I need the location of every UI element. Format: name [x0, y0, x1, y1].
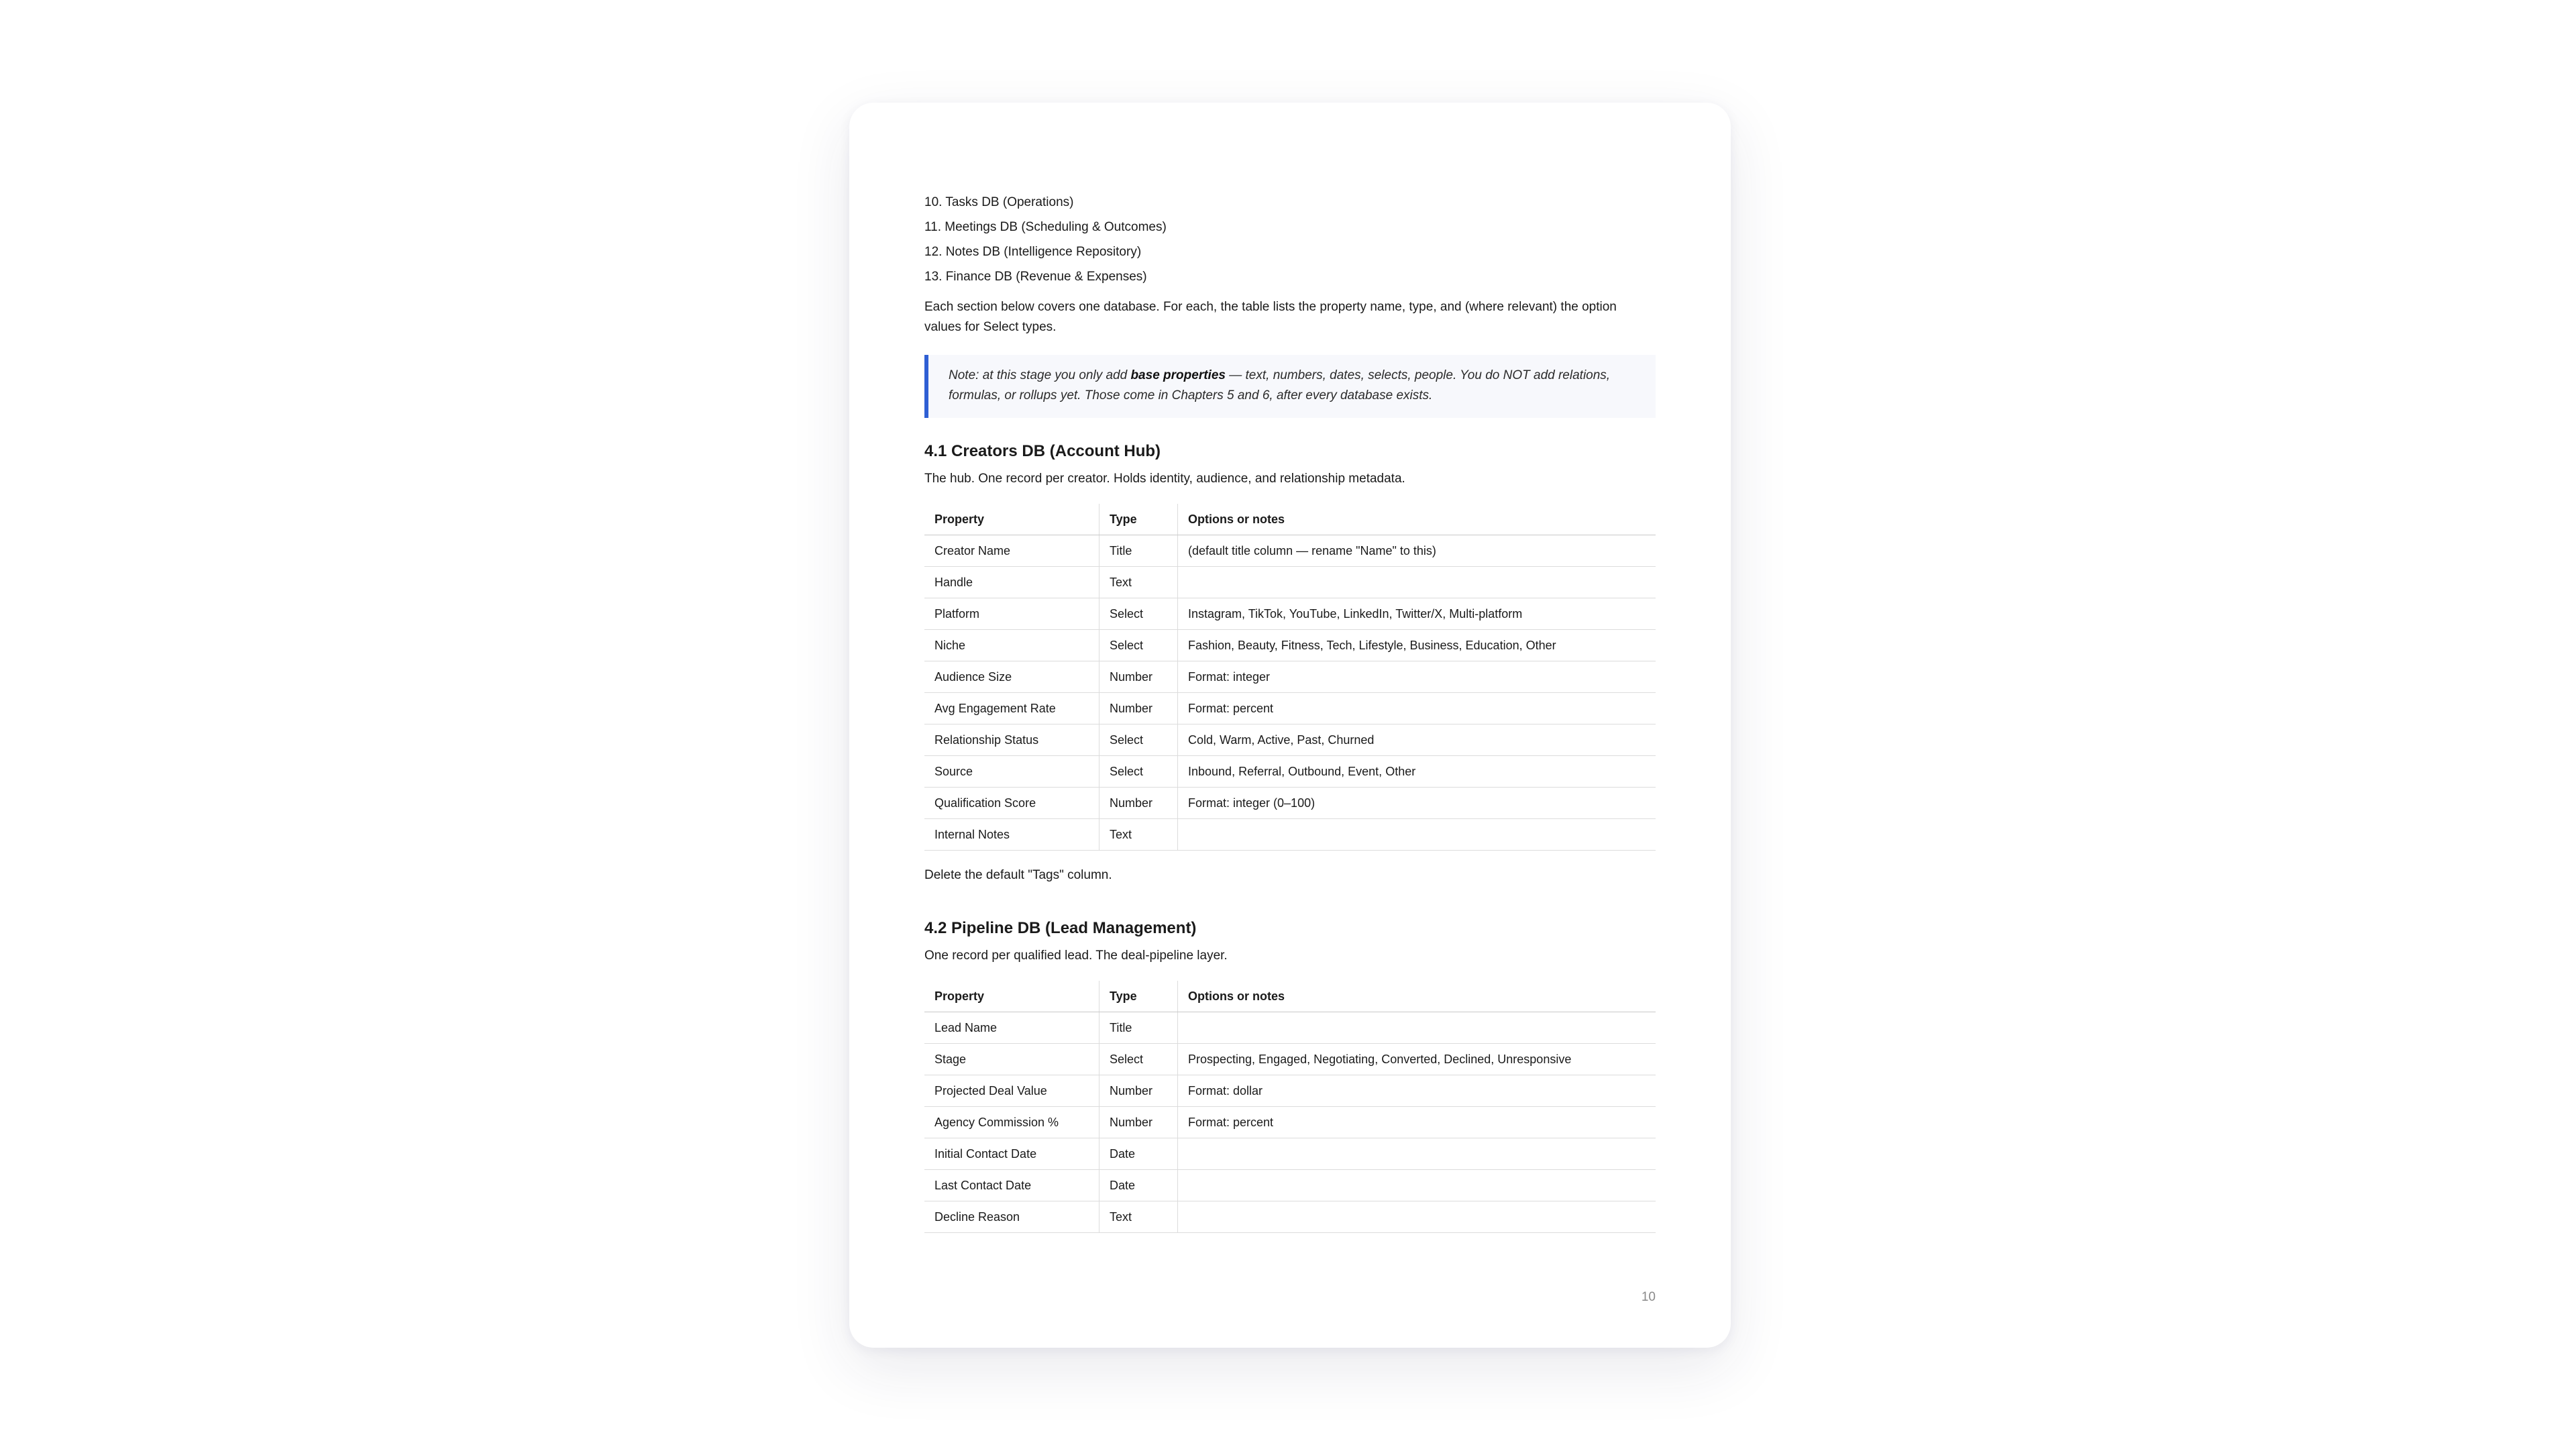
property-cell: Internal Notes	[924, 819, 1099, 851]
property-cell: Relationship Status	[924, 724, 1099, 756]
options-cell	[1178, 1012, 1656, 1044]
column-header-property: Property	[924, 981, 1099, 1012]
table-row	[924, 1138, 1656, 1170]
type-cell: Number	[1099, 661, 1178, 693]
property-cell: Audience Size	[924, 661, 1099, 693]
options-cell	[1178, 819, 1656, 851]
options-cell: Instagram, TikTok, YouTube, LinkedIn, Twitter/X, Multi-platform	[1178, 598, 1656, 630]
property-cell: Platform	[924, 598, 1099, 630]
property-cell: Last Contact Date	[924, 1170, 1099, 1201]
table-row	[924, 630, 1656, 661]
column-header-options: Options or notes	[1178, 981, 1656, 1012]
property-cell: Initial Contact Date	[924, 1138, 1099, 1170]
table-header-row	[924, 981, 1656, 1012]
page-content	[924, 190, 1656, 1233]
property-cell: Agency Commission %	[924, 1107, 1099, 1138]
table-row	[924, 1044, 1656, 1075]
options-cell: Format: percent	[1178, 693, 1656, 724]
creators-properties-table	[924, 504, 1656, 851]
column-header-type: Type	[1099, 504, 1178, 535]
table-row	[924, 724, 1656, 756]
type-cell: Text	[1099, 1201, 1178, 1233]
type-cell: Date	[1099, 1138, 1178, 1170]
note-callout	[924, 355, 1656, 418]
type-cell: Number	[1099, 788, 1178, 819]
table-row	[924, 756, 1656, 788]
list-item: 11. Meetings DB (Scheduling & Outcomes)	[924, 220, 1167, 234]
table-row	[924, 598, 1656, 630]
property-cell: Qualification Score	[924, 788, 1099, 819]
options-cell	[1178, 567, 1656, 598]
type-cell: Title	[1099, 535, 1178, 567]
table-row	[924, 1107, 1656, 1138]
property-cell: Creator Name	[924, 535, 1099, 567]
column-header-options: Options or notes	[1178, 504, 1656, 535]
type-cell: Date	[1099, 1170, 1178, 1201]
intro-paragraph: Each section below covers one database. For each, the table lists the property name, type, and (where relevant) the option values for Select types.	[924, 300, 1617, 334]
property-cell: Niche	[924, 630, 1099, 661]
pipeline-properties-table	[924, 981, 1656, 1233]
table-row	[924, 1012, 1656, 1044]
column-header-type: Type	[1099, 981, 1178, 1012]
property-cell: Lead Name	[924, 1012, 1099, 1044]
property-cell: Source	[924, 756, 1099, 788]
options-cell: Format: dollar	[1178, 1075, 1656, 1107]
type-cell: Number	[1099, 1107, 1178, 1138]
section-description-creators: The hub. One record per creator. Holds identity, audience, and relationship metadata.	[924, 472, 1405, 486]
options-cell	[1178, 1201, 1656, 1233]
options-cell: Fashion, Beauty, Fitness, Tech, Lifestyle, Business, Education, Other	[1178, 630, 1656, 661]
type-cell: Select	[1099, 598, 1178, 630]
type-cell: Select	[1099, 724, 1178, 756]
list-item: 12. Notes DB (Intelligence Repository)	[924, 245, 1142, 259]
table-row	[924, 819, 1656, 851]
options-cell: Inbound, Referral, Outbound, Event, Other	[1178, 756, 1656, 788]
document-page	[849, 103, 1731, 1348]
table-row	[924, 788, 1656, 819]
property-cell: Stage	[924, 1044, 1099, 1075]
list-item: 10. Tasks DB (Operations)	[924, 195, 1074, 209]
callout-bold-text: base properties	[1130, 368, 1226, 382]
type-cell: Select	[1099, 1044, 1178, 1075]
type-cell: Text	[1099, 567, 1178, 598]
property-cell: Projected Deal Value	[924, 1075, 1099, 1107]
section-heading-creators: 4.1 Creators DB (Account Hub)	[924, 442, 1161, 460]
type-cell: Number	[1099, 1075, 1178, 1107]
table-row	[924, 535, 1656, 567]
type-cell: Text	[1099, 819, 1178, 851]
options-cell	[1178, 1170, 1656, 1201]
options-cell: Format: percent	[1178, 1107, 1656, 1138]
callout-text-start: Note: at this stage you only add	[949, 368, 1131, 382]
database-list	[924, 190, 1656, 289]
property-cell: Decline Reason	[924, 1201, 1099, 1233]
table-row	[924, 1075, 1656, 1107]
page-number: 10	[1641, 1290, 1656, 1304]
table-row	[924, 1201, 1656, 1233]
column-header-property: Property	[924, 504, 1099, 535]
section-heading-pipeline: 4.2 Pipeline DB (Lead Management)	[924, 919, 1197, 937]
callout-text-end: — text, numbers, dates, selects, people. You do NOT add relations, formulas, or rollups yet. Those come in Chapters 5 and 6, after every database exists.	[949, 368, 1611, 402]
tags-column-note: Delete the default "Tags" column.	[924, 868, 1112, 882]
options-cell: Prospecting, Engaged, Negotiating, Converted, Declined, Unresponsive	[1178, 1044, 1656, 1075]
table-row	[924, 567, 1656, 598]
type-cell: Number	[1099, 693, 1178, 724]
options-cell: Cold, Warm, Active, Past, Churned	[1178, 724, 1656, 756]
property-cell: Avg Engagement Rate	[924, 693, 1099, 724]
table-row	[924, 693, 1656, 724]
property-cell: Handle	[924, 567, 1099, 598]
table-row	[924, 661, 1656, 693]
options-cell: Format: integer (0–100)	[1178, 788, 1656, 819]
type-cell: Select	[1099, 630, 1178, 661]
table-row	[924, 1170, 1656, 1201]
list-item: 13. Finance DB (Revenue & Expenses)	[924, 270, 1147, 284]
options-cell: (default title column — rename "Name" to this)	[1178, 535, 1656, 567]
type-cell: Title	[1099, 1012, 1178, 1044]
options-cell: Format: integer	[1178, 661, 1656, 693]
type-cell: Select	[1099, 756, 1178, 788]
section-description-pipeline: One record per qualified lead. The deal-pipeline layer.	[924, 949, 1228, 963]
options-cell	[1178, 1138, 1656, 1170]
table-header-row	[924, 504, 1656, 535]
